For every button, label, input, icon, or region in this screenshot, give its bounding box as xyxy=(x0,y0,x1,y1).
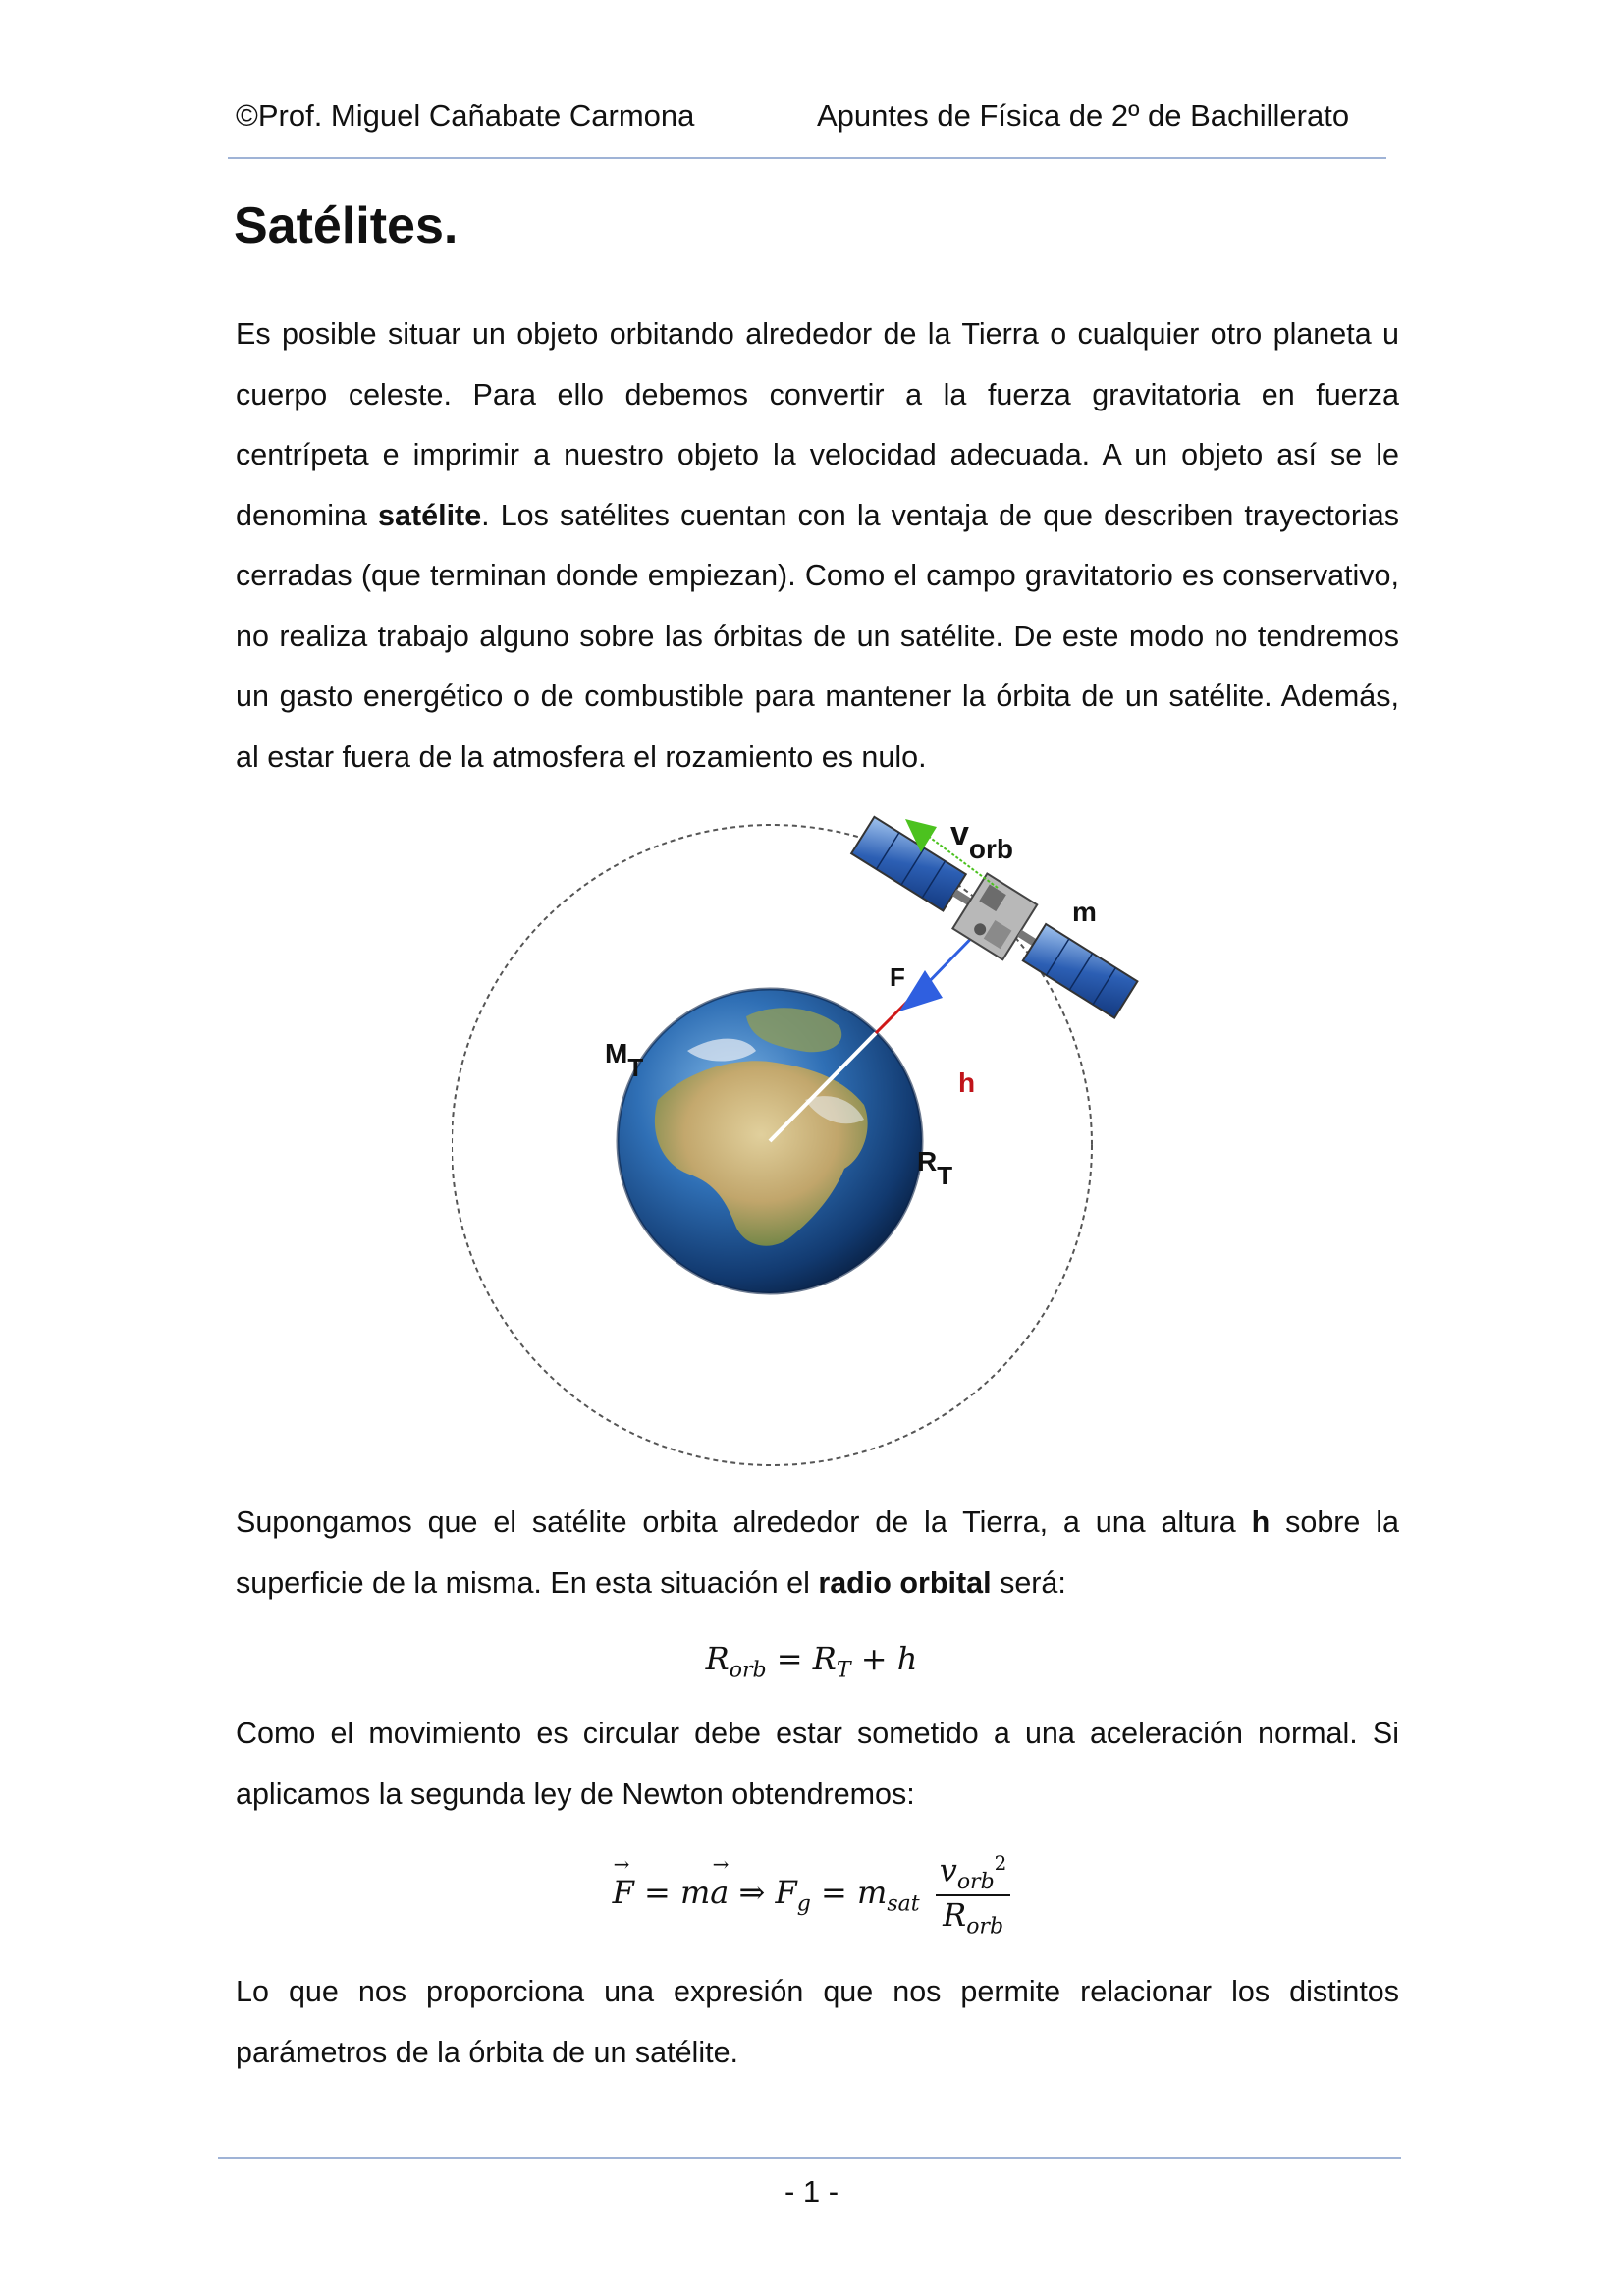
eq1-h: h xyxy=(896,1640,918,1677)
intro-bold-term: satélite xyxy=(378,498,482,532)
eq1-sub-orb: orb xyxy=(729,1658,767,1683)
eq2-sub-g: g xyxy=(796,1891,811,1917)
eq2-Fg: F xyxy=(775,1874,797,1912)
eq2-sub-sat: sat xyxy=(887,1891,920,1917)
eq2-v: v xyxy=(939,1851,957,1889)
page-number: - 1 - xyxy=(784,2174,839,2209)
force-label: F xyxy=(890,962,905,992)
earth-radius-label: RT xyxy=(917,1146,953,1190)
para2-bold-radio-orbital: radio orbital xyxy=(818,1565,992,1600)
para2-text-2: sobre la superficie de la misma. En esta situación el xyxy=(236,1505,1399,1600)
eq2-sub-orb-2: orb xyxy=(966,1914,1004,1940)
eq2-squared: 2 xyxy=(994,1851,1007,1875)
intro-text-1: Es posible situar un objeto orbitando alrededor de la Tierra o cualquier otro planeta u cuerpo celeste. Para ello debemos convertir a la fuerza gravitatoria en fuerza centrípeta e imprimir a nuestro objeto la velocidad adecuada. A un objeto así se le denomina xyxy=(236,317,1399,532)
equation-orbital-radius xyxy=(0,1640,1623,1682)
satellite-orbit-figure xyxy=(452,805,1178,1483)
footer-divider xyxy=(218,2157,1401,2159)
header-course: Apuntes de Física de 2º de Bachillerato xyxy=(817,98,1350,133)
eq2-implies: ⇒ xyxy=(738,1874,766,1912)
eq1-sub-T: T xyxy=(836,1658,851,1683)
earth-mass-label: MT xyxy=(605,1038,644,1082)
intro-paragraph xyxy=(236,304,1399,788)
paragraph-conclusion: Lo que nos proporciona una expresión que nos permite relacionar los distintos parámetros de la órbita de un satélite. xyxy=(236,1975,1399,2069)
eq1-plus: + xyxy=(860,1640,888,1677)
eq2-equals-2: = xyxy=(820,1874,847,1912)
page-title: Satélites. xyxy=(234,197,459,254)
eq1-R: R xyxy=(705,1640,730,1677)
eq2-ma: ma xyxy=(679,1874,730,1912)
eq1-equals: = xyxy=(776,1640,803,1677)
para2-bold-h: h xyxy=(1251,1505,1271,1539)
height-label: h xyxy=(958,1067,976,1098)
para2-text-1: Supongamos que el satélite orbita alrededor de la Tierra, a una altura xyxy=(236,1505,1252,1539)
paragraph-newton: Como el movimiento es circular debe estar sometido a una aceleración normal. Si aplicamos la segunda ley de Newton obtendremos: xyxy=(236,1717,1399,1811)
paragraph-altitude xyxy=(236,1493,1399,1613)
eq1-R2: R xyxy=(812,1640,837,1677)
eq2-R: R xyxy=(943,1896,967,1935)
intro-text-2: . Los satélites cuentan con la ventaja de que describen trayectorias cerradas (que terminan donde empiezan). Como el campo gravitatorio es conservativo, no realiza trabajo alguno sobre las órbitas de un satélite. De este modo no tendremos un gasto energético o de combustible para mantener la órbita de un satélite. Además, al estar fuera de la atmosfera el rozamiento es nulo. xyxy=(236,498,1399,774)
velocity-label: $v_{orb}$ xyxy=(950,815,1014,864)
eq2-sub-orb: orb xyxy=(956,1870,995,1895)
header-divider xyxy=(228,157,1386,159)
equation-newton: F → = ma → ⇒ $F_g = m_{sat}$ $v_{orb}^2$ $R_{orb}$ xyxy=(0,1851,1623,1940)
eq2-F: F xyxy=(612,1874,634,1912)
eq2-m: m xyxy=(856,1874,888,1912)
para2-text-3: será: xyxy=(991,1565,1066,1600)
mass-satellite-label: m xyxy=(1072,897,1097,927)
header-author: ©Prof. Miguel Cañabate Carmona xyxy=(236,98,695,133)
eq2-fraction xyxy=(936,1851,1011,1939)
eq2-equals-1: = xyxy=(643,1874,671,1912)
